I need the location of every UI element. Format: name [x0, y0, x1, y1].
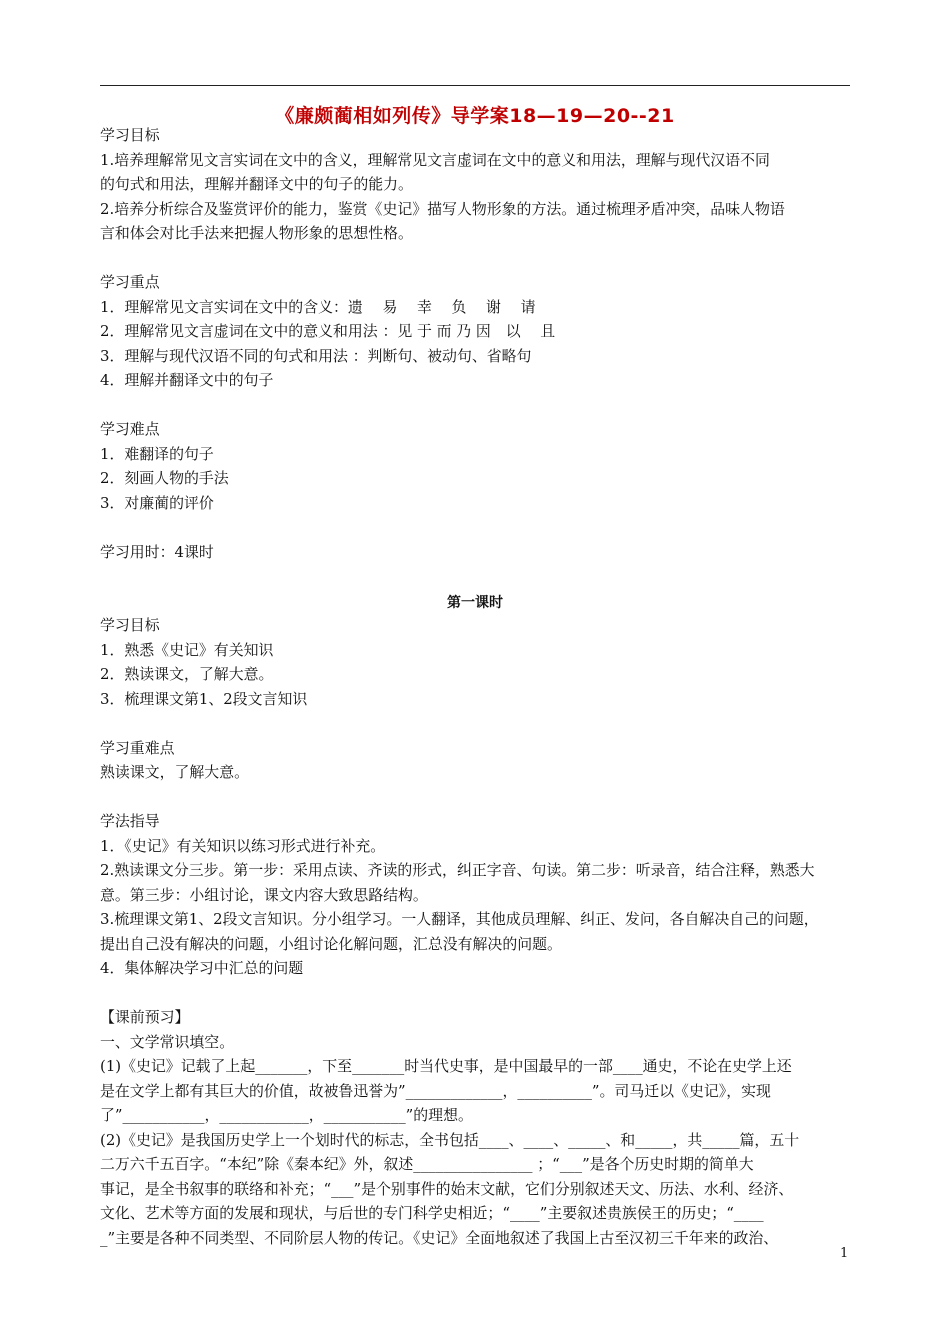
text-line: 1.培养理解常见文言实词在文中的含义，理解常见文言虚词在文中的意义和用法，理解与现代汉语不同 — [100, 151, 770, 169]
text-line: 文化、艺术等方面的发展和现状，与后世的专门科学史相近；“____”主要叙述贵族侯王的历史；“____ — [100, 1204, 764, 1222]
text-line: 1．熟悉《史记》有关知识 — [100, 641, 274, 659]
text-line: 3．理解与现代汉语不同的句式和用法 ：判断句、被动句、省略句 — [100, 347, 532, 365]
page-number: 1 — [840, 1246, 849, 1261]
text-line: 3．梳理课文第1、2段文言知识 — [100, 690, 308, 708]
text-line: 一、文学常识填空。 — [100, 1033, 235, 1051]
text-line: 是在文学上都有其巨大的价值，故被鲁迅誉为”_____________，__________”。司马迁以《史记》，实现 — [100, 1082, 771, 1100]
text-line: 1．《史记》有关知识以练习形式进行补充。 — [100, 837, 386, 855]
text-line: _”主要是各种不同类型、不同阶层人物的传记。《史记》全面地叙述了我国上古至汉初三千年来的政治、 — [100, 1229, 779, 1247]
text-line: 1．理解常见文言实词在文中的含义：遗 易 幸 负 谢 请 — [100, 298, 536, 316]
text-line: 的句式和用法，理解并翻译文中的句子的能力。 — [100, 175, 413, 193]
text-line: (1)《史记》记载了上起_______，下至_______时当代史事，是中国最早的一部____通史，不论在史学上还 — [100, 1057, 792, 1075]
text-line: 1．难翻译的句子 — [100, 445, 214, 463]
top-rule — [100, 85, 850, 86]
text-line: 2.培养分析综合及鉴赏评价的能力，鉴赏《史记》描写人物形象的方法。通过梳理矛盾冲突，品味人物语 — [100, 200, 785, 218]
text-line: 4．理解并翻译文中的句子 — [100, 371, 274, 389]
text-line: (2)《史记》是我国历史学上一个划时代的标志，全书包括____、____、_____、和_____，共_____篇，五十 — [100, 1131, 800, 1149]
document-title: 《廉颇蔺相如列传》导学案18—19—20--21 — [275, 105, 675, 127]
text-line: 3.梳理课文第1、2段文言知识。分小组学习。一人翻译，其他成员理解、纠正、发问，各自解决自己的问题， — [100, 910, 819, 928]
text-line: 二万六千五百字。“本纪”除《秦本纪》外，叙述________________ ；“___”是各个历史时期的简单大 — [100, 1155, 754, 1173]
text-line: 2.熟读课文分三步。第一步：采用点读、齐读的形式，纠正字音、句读。第二步：听录音，结合注释，熟悉大 — [100, 861, 815, 879]
text-line: 学习用时：4课时 — [100, 543, 214, 561]
text-line: 学法指导 — [100, 812, 160, 830]
text-line: 提出自己没有解决的问题，小组讨论化解问题，汇总没有解决的问题。 — [100, 935, 562, 953]
text-line: 3．对廉蔺的评价 — [100, 494, 214, 512]
text-line: 4．集体解决学习中汇总的问题 — [100, 959, 304, 977]
text-line: 意。第三步：小组讨论，课文内容大致思路结构。 — [100, 886, 428, 904]
text-line: 学习难点 — [100, 420, 160, 438]
text-line: 学习目标 — [100, 126, 160, 144]
text-line: 2．理解常见文言虚词在文中的意义和用法 ：见 于 而 乃 因 以 且 — [100, 322, 556, 340]
text-line: 2．熟读课文，了解大意。 — [100, 665, 274, 683]
text-line: 2．刻画人物的手法 — [100, 469, 229, 487]
text-line: 言和体会对比手法来把握人物形象的思想性格。 — [100, 224, 413, 242]
text-line: 【课前预习】 — [100, 1008, 190, 1026]
text-line: 事记，是全书叙事的联络和补充；“___”是个别事件的始末文献，它们分别叙述天文、历法、水利、经济、 — [100, 1180, 794, 1198]
text-line: 学习目标 — [100, 616, 160, 634]
section-title: 第一课时 — [447, 595, 503, 611]
text-line: 学习重点 — [100, 273, 160, 291]
text-line: 学习重难点 — [100, 739, 175, 757]
text-line: 熟读课文，了解大意。 — [100, 763, 250, 781]
text-line: 了”___________，____________，___________”的理想。 — [100, 1106, 473, 1124]
